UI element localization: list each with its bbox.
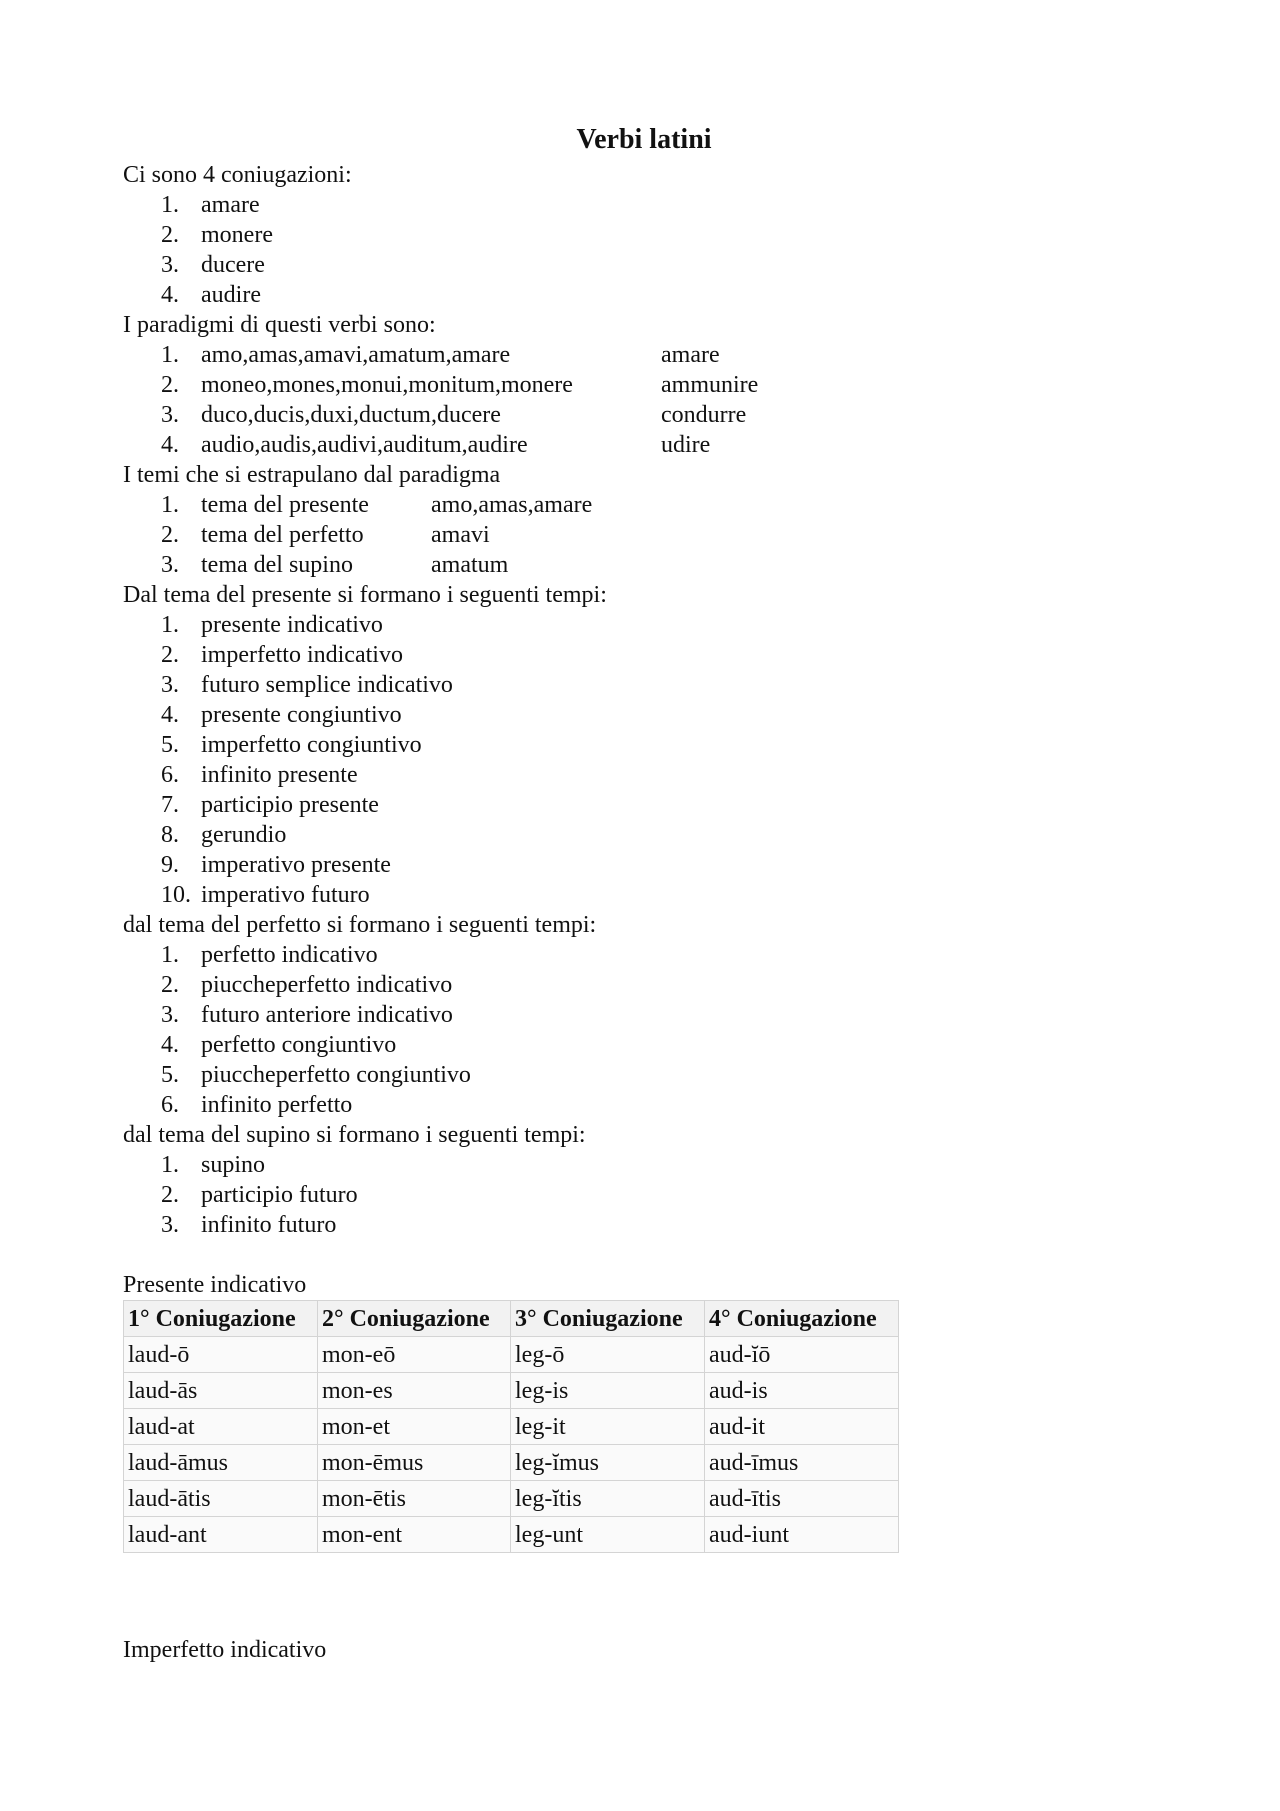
theme-example: amo,amas,amare [431,492,593,518]
column-header: 2° Coniugazione [318,1301,511,1337]
document-page [123,120,1163,1665]
present-heading: Dal tema del presente si formano i seguenti tempi: [123,582,607,608]
perfect-heading: dal tema del perfetto si formano i seguenti tempi: [123,912,597,938]
paradigm-meaning: ammunire [661,372,759,398]
table-cell: leg-ĭtis [511,1481,705,1517]
page-title: Verbi latini [576,124,712,155]
list-item: 1. perfetto indicativo [161,942,378,968]
list-item: 4. audire [161,282,261,308]
table-cell: laud-āmus [124,1445,318,1481]
list-item: 3. ducere [161,252,265,278]
theme-example: amatum [431,552,509,578]
table-cell: aud-is [705,1373,899,1409]
table-cell: mon-et [318,1409,511,1445]
table-cell: mon-ētis [318,1481,511,1517]
list-item: 4. perfetto congiuntivo [161,1032,397,1058]
table-cell: aud-it [705,1409,899,1445]
table-row [124,1337,899,1373]
next-heading: Imperfetto indicativo [123,1637,327,1663]
table-cell: laud-ās [124,1373,318,1409]
table-row [124,1409,899,1445]
table-cell: leg-is [511,1373,705,1409]
paradigms-heading: I paradigmi di questi verbi sono: [123,312,436,338]
themes-heading: I temi che si estrapulano dal paradigma [123,462,501,488]
supine-heading: dal tema del supino si formano i seguenti tempi: [123,1122,586,1148]
column-header: 1° Coniugazione [124,1301,318,1337]
table-row [124,1445,899,1481]
list-item: 5. imperfetto congiuntivo [161,732,422,758]
list-item: 2. tema del perfetto amavi [161,522,490,548]
list-item: 3. infinito futuro [161,1212,337,1238]
paradigm-meaning: amare [661,342,720,368]
conjugation-table [123,1300,899,1553]
list-item: 2. participio futuro [161,1182,358,1208]
table-cell: mon-es [318,1373,511,1409]
paradigm-meaning: udire [661,432,711,458]
paradigm-list [123,340,1163,460]
table-cell: leg-ō [511,1337,705,1373]
list-item: 2. piuccheperfetto indicativo [161,972,453,998]
table-cell: mon-ent [318,1517,511,1553]
conjugation-list [123,190,1163,310]
list-item: 5. piuccheperfetto congiuntivo [161,1062,471,1088]
table-header-row [124,1301,899,1337]
list-item: 4. audio,audis,audivi,auditum,audire udire [161,432,711,458]
theme-example: amavi [431,522,490,548]
paradigm-meaning: condurre [661,402,747,428]
list-item: 10. imperativo futuro [161,882,370,908]
list-item: 8. gerundio [161,822,287,848]
list-item: 3. tema del supino amatum [161,552,509,578]
list-item: 1. amo,amas,amavi,amatum,amare amare [161,342,720,368]
table-cell: aud-iunt [705,1517,899,1553]
table-cell: laud-ātis [124,1481,318,1517]
table-cell: laud-ant [124,1517,318,1553]
table-cell: aud-ītis [705,1481,899,1517]
list-item: 1. amare [161,192,260,218]
list-item: 6. infinito presente [161,762,358,788]
list-item: 6. infinito perfetto [161,1092,353,1118]
table-cell: laud-at [124,1409,318,1445]
table-row [124,1373,899,1409]
table-cell: mon-ēmus [318,1445,511,1481]
list-item: 1. supino [161,1152,266,1178]
spacer [123,1240,1163,1270]
table-cell: leg-it [511,1409,705,1445]
list-item: 9. imperativo presente [161,852,391,878]
table-cell: leg-ĭmus [511,1445,705,1481]
list-item: 3. futuro anteriore indicativo [161,1002,453,1028]
list-item: 3. futuro semplice indicativo [161,672,453,698]
table-cell: leg-unt [511,1517,705,1553]
spacer [123,1553,1163,1635]
list-item: 2. imperfetto indicativo [161,642,403,668]
column-header: 3° Coniugazione [511,1301,705,1337]
list-item: 2. moneo,mones,monui,monitum,monere ammunire [161,372,759,398]
column-header: 4° Coniugazione [705,1301,899,1337]
table-heading: Presente indicativo [123,1272,307,1298]
list-item: 2. monere [161,222,273,248]
table-cell: mon-eō [318,1337,511,1373]
list-item: 1. tema del presente amo,amas,amare [161,492,593,518]
list-item: 1. presente indicativo [161,612,383,638]
table-cell: aud-īmus [705,1445,899,1481]
table-cell: aud-ĭō [705,1337,899,1373]
list-item: 7. participio presente [161,792,379,818]
supine-tense-list [123,1150,1163,1240]
table-cell: laud-ō [124,1337,318,1373]
present-tense-list [123,610,1163,910]
table-row [124,1517,899,1553]
list-item: 4. presente congiuntivo [161,702,402,728]
table-row [124,1481,899,1517]
perfect-tense-list [123,940,1163,1120]
intro-text: Ci sono 4 coniugazioni: [123,162,352,188]
theme-list [123,490,1163,580]
list-item: 3. duco,ducis,duxi,ductum,ducere condurre [161,402,747,428]
